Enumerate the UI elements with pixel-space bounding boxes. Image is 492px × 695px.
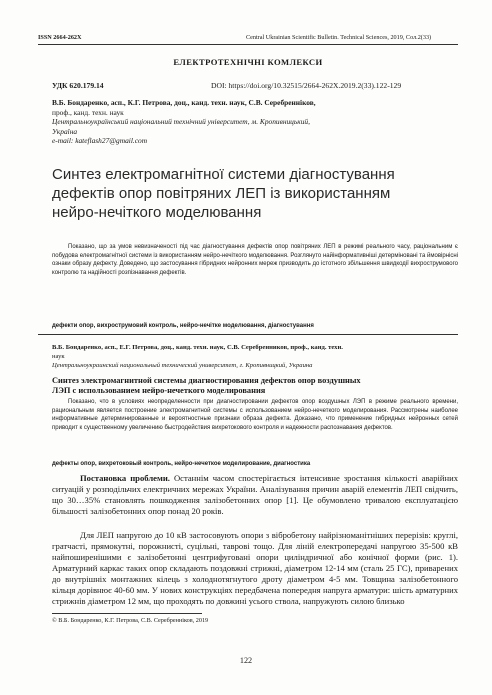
affiliation-ua-line2: Україна <box>52 126 78 136</box>
title-ua-line2: дефектів опор повітряних ЛЕП із використанням <box>52 185 391 202</box>
title-ua-line3: нейро-нечіткого моделювання <box>52 204 262 221</box>
journal-reference: Central Ukrainian Scientific Bulletin. Technical Sciences, 2019, Сол.2(33) <box>246 34 432 41</box>
keywords-ua: дефекти опор, вихрострумовий контроль, нейро-нечітке моделювання, діагностування <box>52 323 314 329</box>
affiliation-ru: Центральноукраинский национальный технический университет, г. Кропивницкий, Украина <box>52 362 313 369</box>
abstract-separator <box>38 334 458 335</box>
authors-ua-line1: В.Б. Бондаренко, асп., К.Г. Петрова, доц., канд. техн. наук, С.В. Серебренніков, <box>52 98 316 107</box>
abstract-ru: Показано, что в условиях неопределенности при диагностировании дефектов опор воздушных ЛЭП в режиме реального времени, рациональным является построение электромагнитной системы с использованием нейро-нечеткого моделирования. Рассмотрены наиболее информативные детерминированные и вероятностные признаки образа дефекта. Доказано, что применение гибридных нейронных сетей приводит к существенному увеличению быстродействия вихретокового контроля и надежности распознавания дефектов. <box>52 399 458 432</box>
affiliation-ua-line1: Центральноукраїнський національний технічний університет, м. Кропивницький, <box>52 117 310 127</box>
authors-ru-line2: наук <box>52 353 65 360</box>
authors-ru-line1: В.Б. Бондаренко, асп., Е.Г. Петрова, доц., канд. техн. наук, С.В. Серебренников, проф., канд. техн. <box>52 344 343 351</box>
title-ua-line1: Синтез електромагнітної системи діагностування <box>52 166 395 183</box>
keywords-ru: дефекты опор, вихретоковый контроль, нейро-нечеткое моделирование, диагностика <box>52 461 311 467</box>
authors-ua <box>52 98 458 146</box>
doi-link[interactable]: DOI: https://doi.org/10.32515/2664-262X.2019.2(33).122-129 <box>211 81 402 90</box>
para1-text: Останнім часом спостерігається інтенсивне зростання кількості аварійних ситуацій у розподільчих електричних мережах України. Аналізування причин аварій елементів ЛЕП свідчить, що 30…35% становлять пошкодження залізобетонних опор [1]. Це обумовлено тривалою експлуатацією більшості залізобетонних опор понад 20 років. <box>52 473 459 516</box>
problem-heading: Постановка проблеми. <box>80 473 170 483</box>
title-ru-line2: ЛЭП с использованием нейро-нечеткого моделирования <box>52 386 266 395</box>
authors-ru <box>52 343 458 370</box>
abstract-ua: Показано, що за умов невизначеності під час діагностування дефектів опор повітряних ЛЕП в режимі реального часу, раціональним є побудова електромагнітної системи із використанням нейро-нечіткого моделювання. Розглянуто найінформативніші детерміновані та ймовірнісні ознаки образу дефекту. Доведено, що застосування гібридних нейронних мереж призводить до істотного збільшення швидкодії вихрострумового контролю та надійності розпізнавання дефектів. <box>52 244 458 277</box>
page-number: 122 <box>239 656 253 665</box>
copyright-footnote: © В.Б. Бондаренко, К.Г. Петрова, С.В. Серебренніков, 2019 <box>52 617 209 624</box>
authors-ua-line2: проф., канд. техн. наук <box>52 107 124 117</box>
section-title: ЕЛЕКТРОТЕХНІЧНІ КОМЛЕКСИ <box>173 57 323 67</box>
header-rule <box>38 44 458 45</box>
body-paragraph-1 <box>52 473 458 517</box>
article-title-ru <box>52 376 458 396</box>
issn: ISSN 2664-262X <box>38 34 82 41</box>
author-email[interactable]: e-mail: kateflash27@gmail.com <box>52 136 148 146</box>
footnote-rule <box>52 613 202 614</box>
udk-code: УДК 620.179.14 <box>52 81 104 90</box>
body-paragraph-2: Для ЛЕП напругою до 10 кВ застосовують опори з вібробетону найрізноманітніших перерізів: круглі, гратчасті, прямокутні, порожнисті, суцільні, таврові тощо. Для ліній електропередачі напругою 35-500 кВ найпоширенішими є залізобетонні центрифуговані опори циліндричної або конічної форми (рис. 1). Арматурний каркас таких опор складають поздовжні стрижні, діаметром 12-14 мм (сталь 25 ГС), приварених до внутрішніх монтажних кілець з холоднотягнутого дроту діаметром 4-5 мм. Товщина залізобетонного кільця дорівнює 40-60 мм. У нових конструкціях передбачена попередня напруга арматури: шість арматурних стрижнів діаметром 12 мм, що проходять по довжині усього ствола, напружують силою близько <box>52 530 458 606</box>
article-title-ua <box>52 165 458 222</box>
title-ru-line1: Синтез электромагнитной системы диагностирования дефектов опор воздушных <box>52 376 361 385</box>
